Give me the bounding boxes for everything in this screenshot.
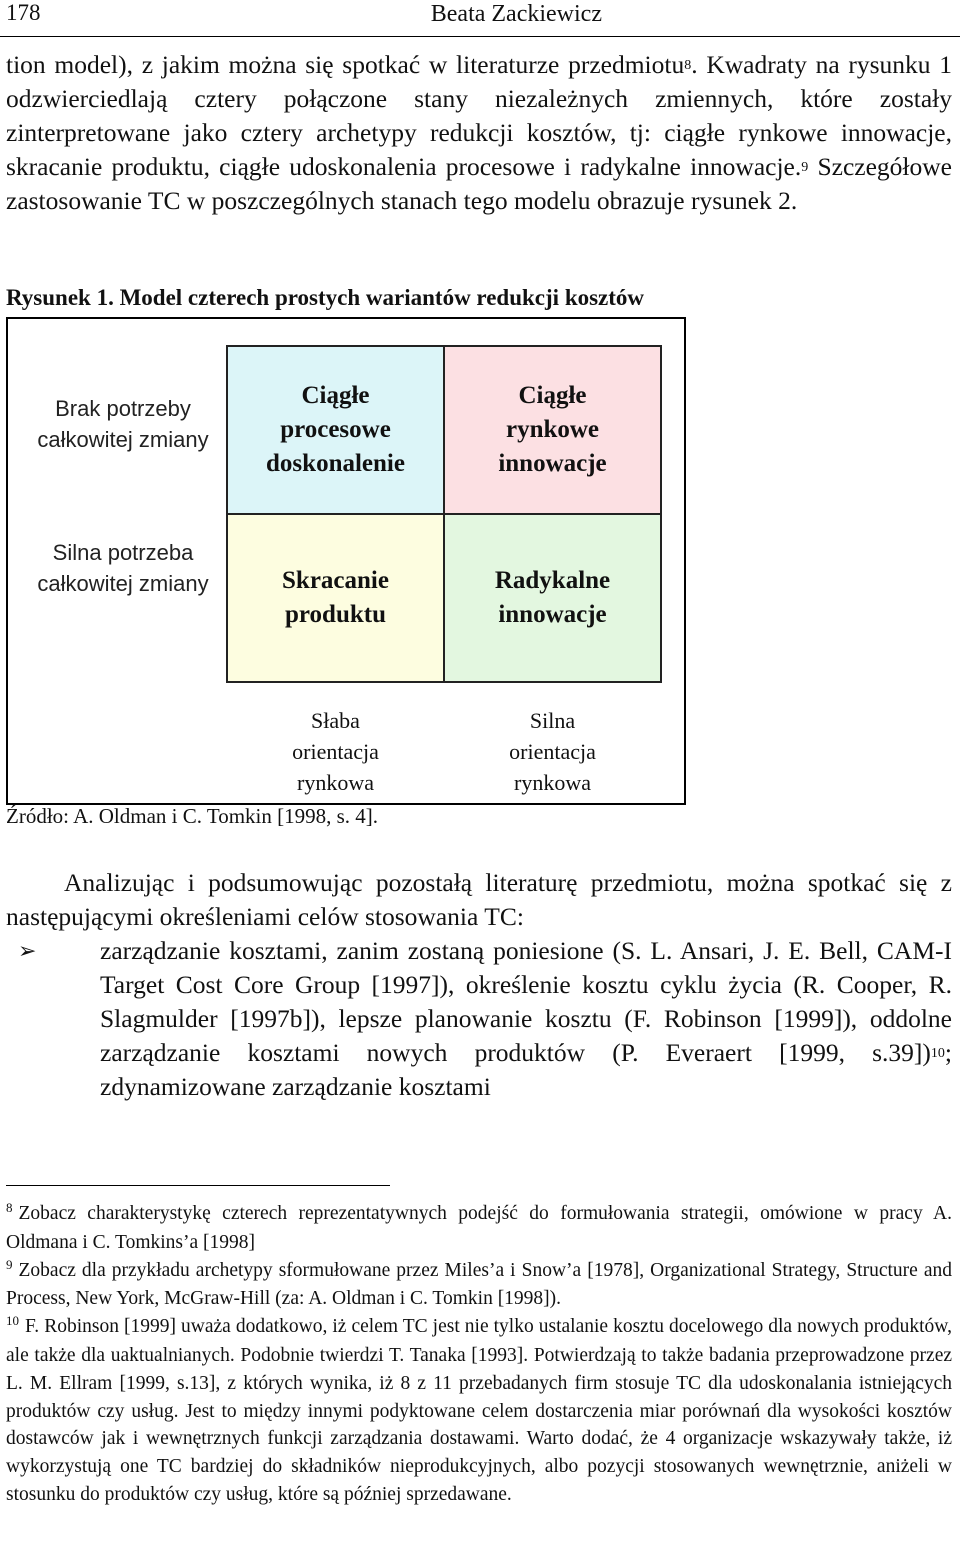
footnote-8	[6, 1200, 952, 1257]
footnote-number: 8	[6, 1200, 13, 1215]
footnote-text: F. Robinson [1999] uważa dodatkowo, iż celem TC jest nie tylko ustalanie kosztu docelowego dla nowych produktów, ale także dla uaktualnianych. Podobnie twierdzi T. Tanaka [1993]. Potwierdzają to także badania przeprowadzone przez L. M. Ellram [1999, s.13], z których wynika, iż 8 z 11 przebadanych firm stosuje TC dla udoskonalania istniejących produktów czy usług. Jest to między innymi podyktowane celem dostarczenia miar porównań dla wysokości kosztów dostawców jak i wewnętrznych funkcji zarządzania dostawami. Warto dodać, że 4 organizacje wskazywały także, iż wykorzystują one TC bardziej do składników nieprodukcyjnych, albo pozycji stosowanych wewnętrznie, aniżeli w stosunku do produktów czy usług, które są później sprzedawane.	[6, 1316, 952, 1505]
page-header	[0, 0, 960, 37]
paragraph-text: Szczegółowe zastosowanie TC w poszczególnych stanach tego modelu obrazuje rysunek 2.	[6, 152, 952, 215]
footnote-ref-8: 8	[684, 58, 692, 73]
col-label-text: Silna orientacja rynkowa	[509, 708, 596, 795]
cell-product-shortening	[226, 513, 445, 683]
bullet-text	[100, 934, 952, 1104]
bullet-text-part: zarządzanie kosztami, zanim zostaną poniesione (S. L. Ansari, J. E. Bell, CAM-I Target Cost Core Group [1997]), określenie kosztu cyklu życia (R. Cooper, R. Slagmulder [1997b]), lepsze planowanie kosztu (F. Robinson [1999]), oddolne zarządzanie kosztami nowych produktów (P. Everaert [1999, s.39])	[100, 936, 952, 1067]
figure-source: Źródło: A. Oldman i C. Tomkin [1998, s. 4].	[6, 804, 379, 828]
figure-caption: Rysunek 1. Model czterech prostych wariantów redukcji kosztów	[6, 285, 645, 310]
cell-continuous-process-improvement	[226, 345, 445, 515]
figure-frame	[6, 317, 686, 805]
col-label-text: Słaba orientacja rynkowa	[292, 708, 379, 795]
paragraph-text: . Kwadraty na rysunku 1 odzwierciedlają cztery połączone stany niezależnych zmiennych, które zostały zinterpretowane jako cztery archetypy redukcji kosztów, tj: ciągłe rynkowe innowacje, skracanie produktu, ciągłe udoskonalenia procesowe i radykalne innowacje.	[6, 50, 952, 181]
footnote-number: 9	[6, 1256, 13, 1272]
cell-label: Ciągłe rynkowe innowacje	[498, 382, 607, 477]
cell-label: Skracanie produktu	[282, 567, 389, 628]
body-paragraph-2	[6, 866, 952, 934]
arrow-bullet-icon: ➢	[18, 938, 37, 963]
body-paragraph-1	[6, 48, 952, 218]
cell-radical-innovation	[443, 513, 662, 683]
running-head-author: Beata Zackiewicz	[430, 1, 602, 27]
footnote-number: 10	[6, 1313, 19, 1329]
footnote-separator	[6, 1185, 390, 1186]
page-number: 178	[6, 0, 41, 25]
cell-continuous-market-innovation	[443, 345, 662, 515]
row-label-no-change: Brak potrzeby całkowitej zmiany	[37, 396, 209, 452]
row-label-strong-change: Silna potrzeba całkowitej zmiany	[37, 540, 209, 596]
footnote-text: Zobacz dla przykładu archetypy sformułowane przez Miles’a i Snow’a [1978], Organizational Strategy, Structure and Process, New York, McGraw-Hill (za: A. Oldman i C. Tomkin [1998]).	[6, 1259, 952, 1310]
paragraph-text: Analizując i podsumowując pozostałą literaturę przedmiotu, można spotkać się z następującymi określeniami celów stosowania TC:	[6, 868, 952, 931]
bullet-item	[6, 934, 952, 1104]
footnote-ref-9: 9	[801, 160, 809, 175]
cell-label: Ciągłe procesowe doskonalenie	[266, 382, 405, 477]
footnote-9	[6, 1257, 952, 1314]
bullet-text-part: ; zdynamizowane zarządzanie kosztami	[100, 1038, 952, 1101]
footnote-10	[6, 1313, 952, 1509]
footnotes	[6, 1200, 952, 1509]
col-label-weak-market	[226, 705, 445, 798]
footnote-text: Zobacz charakterystykę czterech reprezentatywnych podejść do formułowania strategii, omówione w pracy A. Oldmana i C. Tomkins’a [1998]	[6, 1203, 952, 1253]
paragraph-text: tion model), z jakim można się spotkać w literaturze przedmiotu	[6, 50, 685, 79]
col-label-strong-market	[443, 705, 662, 798]
cell-label: Radykalne innowacje	[494, 567, 611, 628]
footnote-ref-10: 10	[930, 1046, 945, 1061]
